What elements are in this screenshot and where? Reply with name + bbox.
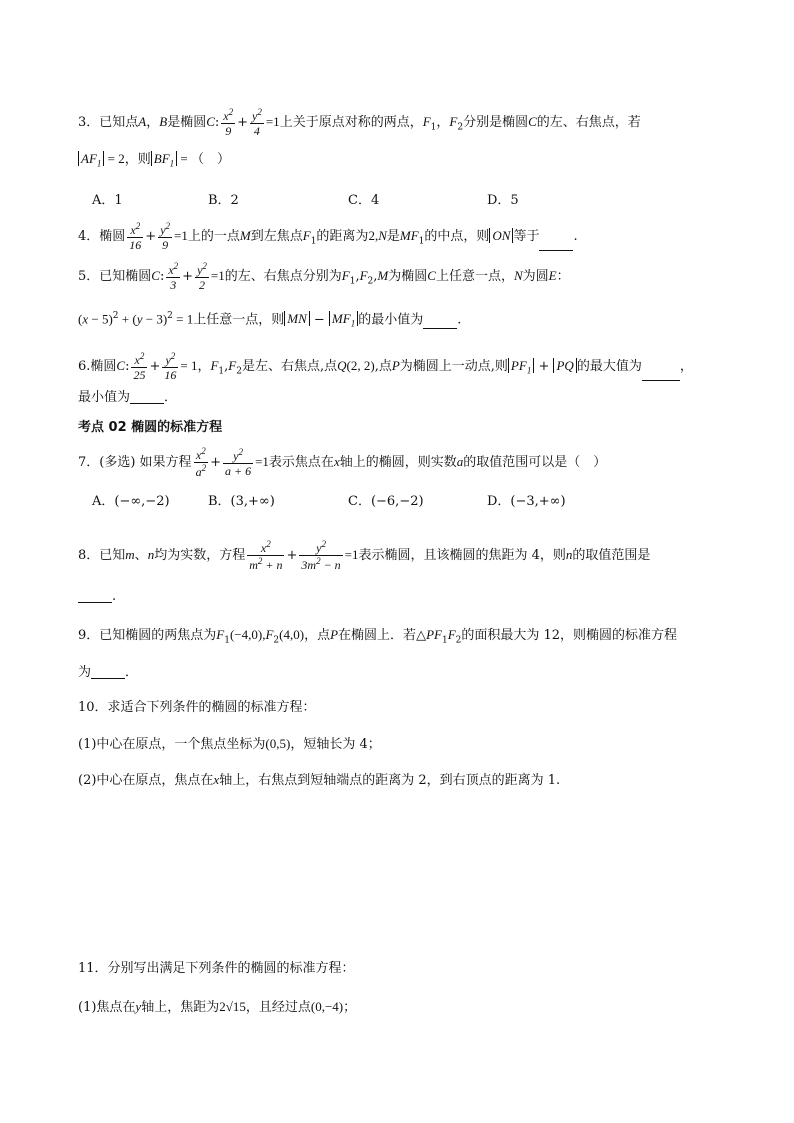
q3-option-a: A．1 <box>92 193 123 208</box>
q10-part2: (2)中心在原点，焦点在x轴上，右焦点到短轴端点的距离为 2，到右顶点的距离为 1. <box>78 772 561 788</box>
q7-option-b: B．(3,+∞) <box>208 494 275 509</box>
q9-answer-blank[interactable] <box>91 666 125 679</box>
q8-answer-blank[interactable] <box>78 590 112 603</box>
q4-line1: 4．椭圆 $\frac{x^2}{16}$ + $\frac{y^2}{9}$ =1上的一点M到左焦点$F_1$的距离为2,N是$MF_1$的中点，则 ON 等于 . <box>78 221 578 252</box>
section-heading: 考点 02 椭圆的标准方程 <box>78 420 223 435</box>
q6-line1: 6.椭圆C: $\frac{x^2}{25}$ + $\frac{y^2}{16}$ = 1，$F_1,F_2$是左、右焦点,点Q(2, 2),点P为椭圆上一动点,则 $PF_1$ + PQ 的最大值为 ， <box>78 351 693 382</box>
q3-line1: 3．已知点A，B是椭圆C: $\frac{x^2}{9}$ + $\frac{y^2}{4}$ =1上关于原点对称的两点，$F_1$，$F_2$分别是椭圆C的左、右焦点，若 <box>78 107 641 138</box>
q9-line1: 9．已知椭圆的两焦点为$F_1(-4,0),F_2(4,0)$，点P在椭圆上．若$\triangle PF_1F_2$的面积最大为 12，则椭圆的标准方程 <box>78 627 678 646</box>
q3-fraction-y: $\frac{y^2}{4}$ <box>252 107 262 138</box>
q3-option-d: D．5 <box>487 193 519 208</box>
q8-line1: 8．已知m、n均为实数，方程 $\frac{x^2}{m^2 + n}$ + $\frac{y^2}{3m^2 - n}$ =1表示椭圆，且该椭圆的焦距为 4，则n的取值范围是 <box>78 539 651 572</box>
q7-option-a: A．(−∞,−2) <box>92 494 170 509</box>
q11-part1: (1)焦点在y轴上，焦距为2√15，且经过点(0,−4)； <box>78 999 357 1015</box>
q10-part1: (1)中心在原点，一个焦点坐标为(0,5)，短轴长为 4； <box>78 736 381 752</box>
q3-option-c: C．4 <box>348 193 380 208</box>
q3-fraction-x: $\frac{x^2}{9}$ <box>223 107 234 138</box>
q3-option-b: B．2 <box>208 193 239 208</box>
q11-title: 11．分别写出满足下列条件的椭圆的标准方程： <box>78 961 355 976</box>
q5-answer-blank[interactable] <box>423 316 457 329</box>
q6-max-blank[interactable] <box>642 368 680 381</box>
q5-line1: 5．已知椭圆C: $\frac{x^2}{3}$ + $\frac{y^2}{2}$ =1的左、右焦点分别为$F_1,F_2,M$为椭圆C上任意一点，N为圆E： <box>78 261 570 292</box>
q4-answer-blank[interactable] <box>539 238 573 251</box>
q9-line2: 为 ． <box>78 665 139 680</box>
q8-line2: . <box>78 590 116 603</box>
q10-title: 10．求适合下列条件的椭圆的标准方程： <box>78 700 316 715</box>
q7-line1: 7．(多选) 如果方程 $\frac{x^2}{a^2}$ + $\frac{y^2}{a + 6}$ =1表示焦点在x轴上的椭圆，则实数a的取值范围可以是（ ） <box>78 446 607 479</box>
q7-option-c: C．(−6,−2) <box>348 494 424 509</box>
q5-line2: $(x - 5)^2 + (y - 3)^2 = 1$上任意一点，则 MN − $MF_1$ 的最小值为 . <box>78 311 462 329</box>
q7-option-d: D．(−3,+∞) <box>487 494 566 509</box>
q6-min-blank[interactable] <box>130 391 164 404</box>
q3-line2: $AF_1 = 2$，则 $BF_1$ = （ ） <box>78 152 230 169</box>
q6-line2: 最小值为 ． <box>78 390 178 405</box>
